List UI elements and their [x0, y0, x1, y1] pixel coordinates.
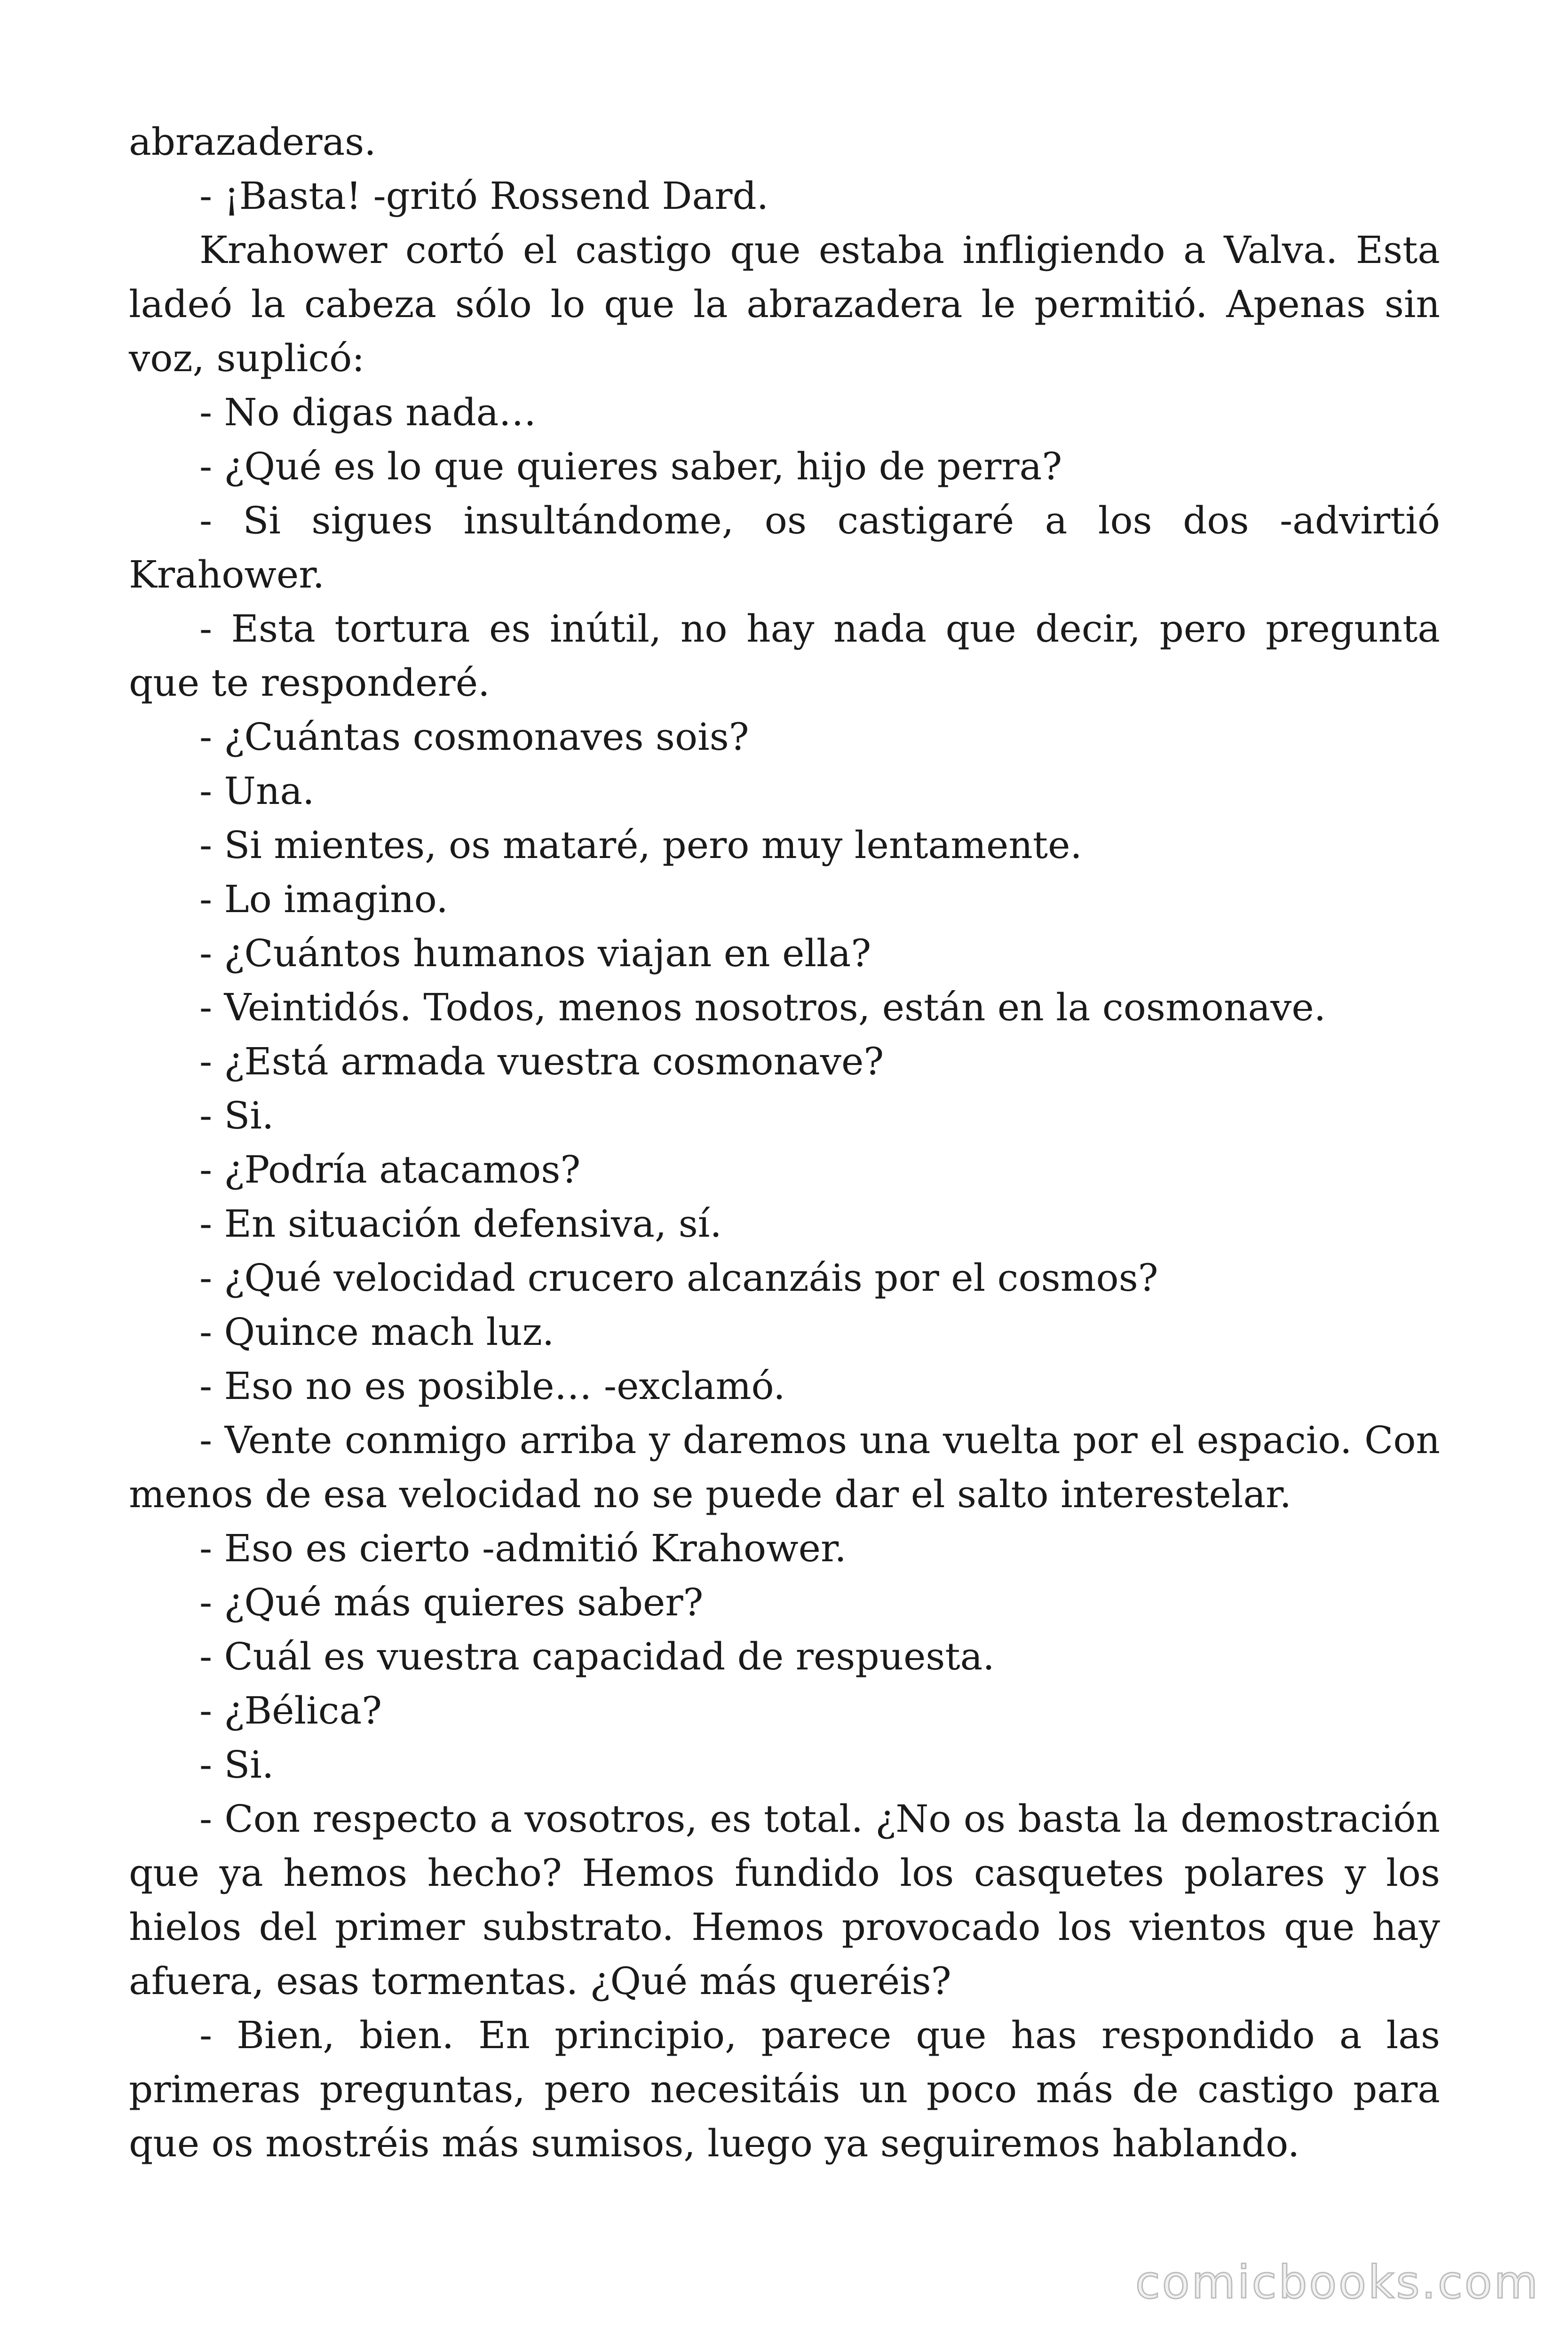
paragraph-11: - Lo imagino. [199, 877, 448, 921]
paragraph-17: - En situación defensiva, sí. [199, 1202, 722, 1246]
paragraph-16: - ¿Podría atacamos? [199, 1148, 581, 1192]
paragraph-14: - ¿Está armada vuestra cosmonave? [199, 1040, 884, 1083]
watermark-logo: comicbooks.com [1135, 2256, 1540, 2309]
paragraph-3: Krahower cortó el castigo que estaba infligiendo a Valva. Esta ladeó la cabeza sólo lo que la abrazadera le permitió. Apenas sin voz, suplicó: [129, 228, 1440, 380]
paragraph-1: abrazaderas. [129, 120, 376, 164]
paragraph-5: - ¿Qué es lo que quieres saber, hijo de perra? [199, 445, 1062, 488]
paragraph-9: - Una. [199, 769, 315, 813]
paragraph-18: - ¿Qué velocidad crucero alcanzáis por el cosmos? [199, 1256, 1158, 1300]
paragraph-23: - ¿Qué más quieres saber? [199, 1581, 704, 1624]
paragraph-8: - ¿Cuántas cosmonaves sois? [199, 715, 749, 759]
paragraph-27: - Con respecto a vosotros, es total. ¿No os basta la demostración que ya hemos hecho? Hemos fundido los casquetes polares y los hielos del primer substrato. Hemos provocado los vientos que hay afuera, esas tormentas. ¿Qué más queréis? [129, 1797, 1440, 2003]
paragraph-25: - ¿Bélica? [199, 1689, 382, 1732]
paragraph-15: - Si. [199, 1094, 274, 1137]
book-page-text [129, 115, 1440, 2170]
paragraph-19: - Quince mach luz. [199, 1310, 554, 1354]
paragraph-10: - Si mientes, os mataré, pero muy lentamente. [199, 823, 1082, 867]
paragraph-6: - Si sigues insultándome, os castigaré a los dos -advirtió Krahower. [129, 499, 1440, 596]
paragraph-22: - Eso es cierto -admitió Krahower. [199, 1526, 847, 1570]
paragraph-20: - Eso no es posible… -exclamó. [199, 1364, 785, 1408]
paragraph-2: - ¡Basta! -gritó Rossend Dard. [199, 174, 769, 218]
paragraph-4: - No digas nada… [199, 390, 537, 434]
paragraph-26: - Si. [199, 1743, 274, 1787]
paragraph-21: - Vente conmigo arriba y daremos una vuelta por el espacio. Con menos de esa velocidad no se puede dar el salto interestelar. [129, 1418, 1440, 1516]
paragraph-28: - Bien, bien. En principio, parece que has respondido a las primeras preguntas, pero necesitáis un poco más de castigo para que os mostréis más sumisos, luego ya seguiremos hablando. [129, 2013, 1440, 2165]
paragraph-7: - Esta tortura es inútil, no hay nada que decir, pero pregunta que te responderé. [129, 607, 1440, 705]
paragraph-24: - Cuál es vuestra capacidad de respuesta. [199, 1635, 995, 1678]
paragraph-13: - Veintidós. Todos, menos nosotros, están en la cosmonave. [199, 985, 1326, 1029]
paragraph-12: - ¿Cuántos humanos viajan en ella? [199, 931, 871, 975]
